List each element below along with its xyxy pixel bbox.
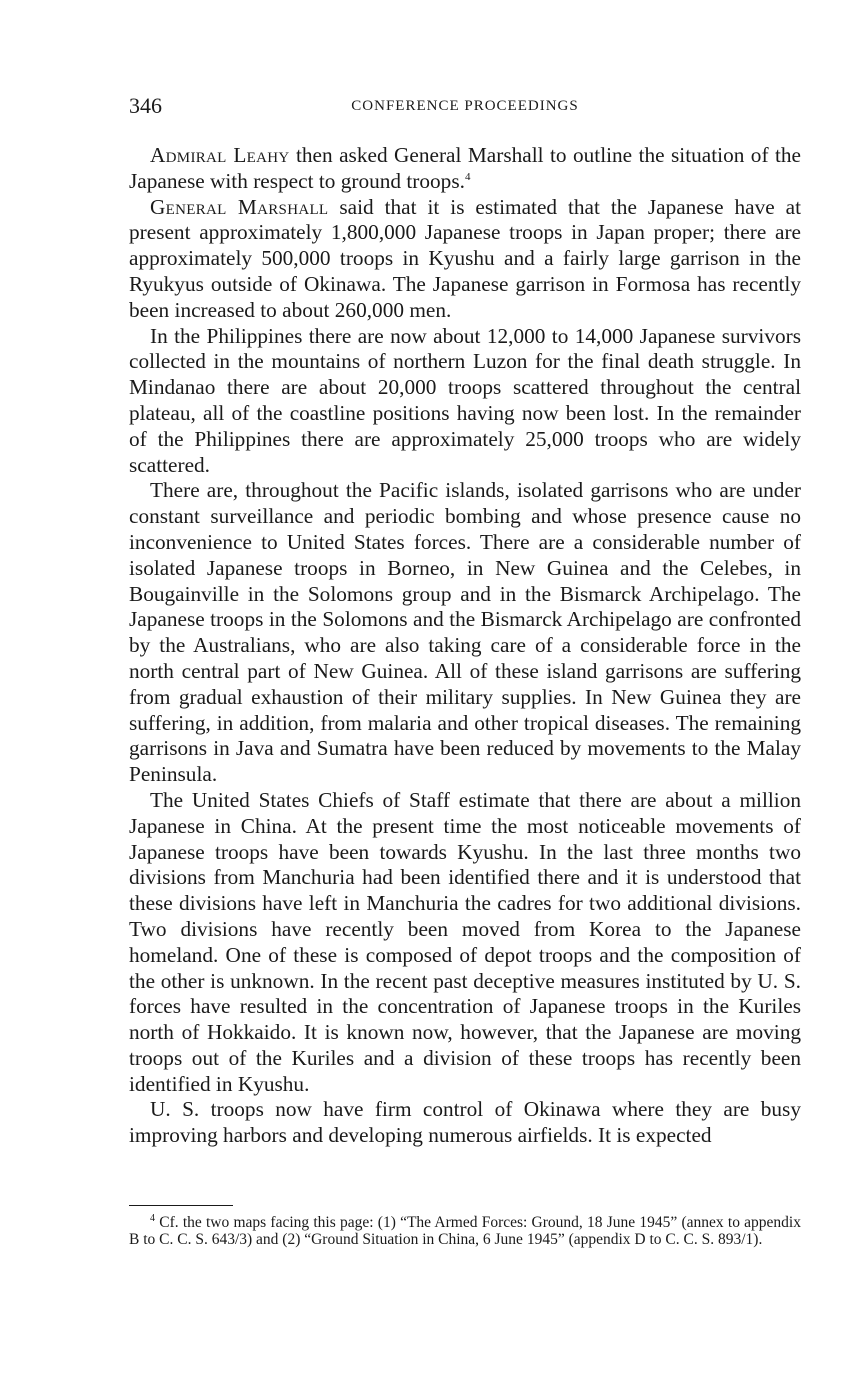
- speaker-name: General Marshall: [150, 194, 329, 219]
- footnote-marker: 4: [150, 1212, 155, 1224]
- footnote-rule: [129, 1205, 233, 1206]
- paragraph-marshall: [129, 195, 801, 324]
- speaker-name: Admiral Leahy: [150, 143, 290, 167]
- paragraph-philippines: In the Philippines there are now about 12,000 to 14,000 Japanese survivors collected in the mountains of northern Luzon for the final death struggle. In Mindanao there are about 20,000 troops scattered throughout the central plateau, all of the coastline positions having now been lost. In the remainder of the Philippines there are approximately 25,000 troops who are widely scattered.: [129, 323, 801, 477]
- footnote: [129, 1212, 801, 1248]
- page-header: [129, 92, 801, 120]
- body-text: [129, 143, 801, 1149]
- running-title: CONFERENCE PROCEEDINGS: [351, 98, 579, 114]
- page-number: 346: [129, 93, 162, 118]
- paragraph-okinawa: U. S. troops now have firm control of Okinawa where they are busy improving harbors and developing numerous airfields. It is expected: [129, 1097, 801, 1148]
- paragraph-text: said that it is estimated that the Japanese have at present approximately 1,800,000 Japanese troops in Japan proper; there are approximately 500,000 troops in Kyushu and a fairly large garrison in the Ryukyus outside of Okinawa. The Japanese garrison in Formosa has recently been increased to about 260,000 men.: [129, 194, 801, 322]
- paragraph-china: The United States Chiefs of Staff estimate that there are about a million Japanese in China. At the present time the most noticeable movements of Japanese troops have been towards Kyushu. In the last three months two divisions from Manchuria had been identified there and it is understood that these divisions have left in Manchuria the cadres for two additional divisions. Two divisions have recently been moved from Korea to the Japanese homeland. One of these is composed of depot troops and the composition of the other is unknown. In the recent past deceptive measures instituted by U. S. forces have resulted in the concentration of Japanese troops in the Kuriles north of Hokkaido. It is known now, however, that the Japanese are moving troops out of the Kuriles and a division of these troops has recently been identified in Kyushu.: [129, 787, 801, 1096]
- footnote-text: Cf. the two maps facing this page: (1) “The Armed Forces: Ground, 18 June 1945” (annex to appendix B to C. C. S. 643/3) and (2) “Ground Situation in China, 6 June 1945” (appendix D to C. C. S. 893/1).: [129, 1214, 801, 1248]
- footnote-ref: 4: [464, 170, 471, 183]
- paragraph-text: then asked General Marshall to outline the situation of the Japanese with respect to ground troops.: [129, 143, 801, 193]
- paragraph-leahy: [129, 143, 801, 195]
- paragraph-pacific-islands: There are, throughout the Pacific islands, isolated garrisons who are under constant surveillance and periodic bombing and whose presence cause no inconvenience to United States forces. There are a considerable number of isolated Japanese troops in Borneo, in New Guinea and the Celebes, in Bougainville in the Solomons group and in the Bismarck Archipelago. The Japanese troops in the Solomons and the Bismarck Archipelago are confronted by the Australians, who are also taking care of a considerable force in the north central part of New Guinea. All of these island garrisons are suffering from gradual exhaustion of their military supplies. In New Guinea they are suffering, in addition, from malaria and other tropical diseases. The remaining garrisons in Java and Sumatra have been reduced by movements to the Malay Peninsula.: [129, 478, 801, 787]
